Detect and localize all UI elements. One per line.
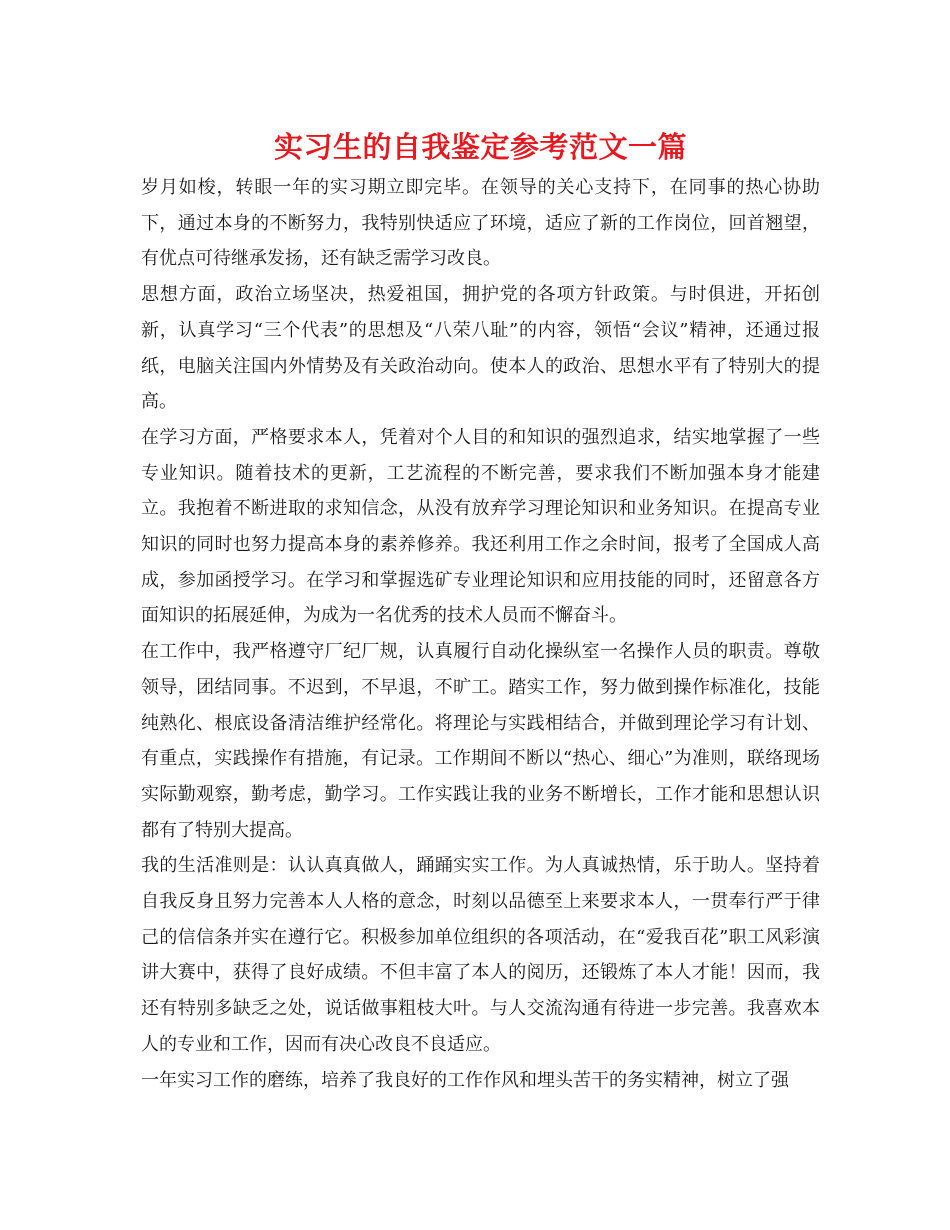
paragraph: 岁月如梭，转眼一年的实习期立即完毕。在领导的关心支持下，在同事的热心协助下，通过本身的不断努力，我特别快适应了环境，适应了新的工作岗位，回首翘望，有优点可待继承发扬，还有缺乏需学习改良。 bbox=[141, 177, 820, 270]
paragraph: 我的生活准则是：认认真真做人，踊踊实实工作。为人真诚热情，乐于助人。坚持着自我反身且努力完善本人人格的意念，时刻以品德至上来要求本人，一贯奉行严于律己的信信条并实在遵行它。积极参加单位组织的各项活动，在“爱我百花”职工风彩演讲大赛中，获得了良好成绩。不但丰富了本人的阅历，还锻炼了本人才能！因而，我还有特别多缺乏之处，说话做事粗枝大叶。与人交流沟通有待进一步完善。我喜欢本人的专业和工作，因而有决心改良不良适应。 bbox=[141, 855, 820, 1055]
paragraph: 一年实习工作的磨练，培养了我良好的工作作风和埋头苦干的务实精神，树立了强 bbox=[141, 1069, 789, 1091]
document-title: 实习生的自我鉴定参考范文一篇 bbox=[273, 130, 687, 164]
paragraph: 在学习方面，严格要求本人，凭着对个人目的和知识的强烈追求，结实地掌握了一些专业知识。随着技术的更新，工艺流程的不断完善，要求我们不断加强本身才能建立。我抱着不断进取的求知信念，从没有放弃学习理论知识和业务知识。在提高专业知识的同时也努力提高本身的素养修养。我还利用工作之余时间，报考了全国成人高成，参加函授学习。在学习和掌握选矿专业理论知识和应用技能的同时，还留意各方面知识的拓展延伸，为成为一名优秀的技术人员而不懈奋斗。 bbox=[141, 426, 820, 627]
paragraph: 在工作中，我严格遵守厂纪厂规，认真履行自动化操纵室一名操作人员的职责。尊敬领导，团结同事。不迟到，不早退，不旷工。踏实工作，努力做到操作标准化，技能纯熟化、根底设备清洁维护经常化。将理论与实践相结合，并做到理论学习有计划、有重点，实践操作有措施，有记录。工作期间不断以“热心、细心”为准则，联络现场实际勤观察，勤考虑，勤学习。工作实践让我的业务不断增长，工作才能和思想认识都有了特别大提高。 bbox=[141, 641, 820, 841]
document-body bbox=[141, 170, 820, 1098]
paragraph: 思想方面，政治立场坚决，热爱祖国，拥护党的各项方针政策。与时俱进，开拓创新，认真学习“三个代表”的思想及“八荣八耻”的内容，领悟“会议”精神，还通过报纸，电脑关注国内外情势及有关政治动向。使本人的政治、思想水平有了特别大的提高。 bbox=[141, 284, 820, 413]
